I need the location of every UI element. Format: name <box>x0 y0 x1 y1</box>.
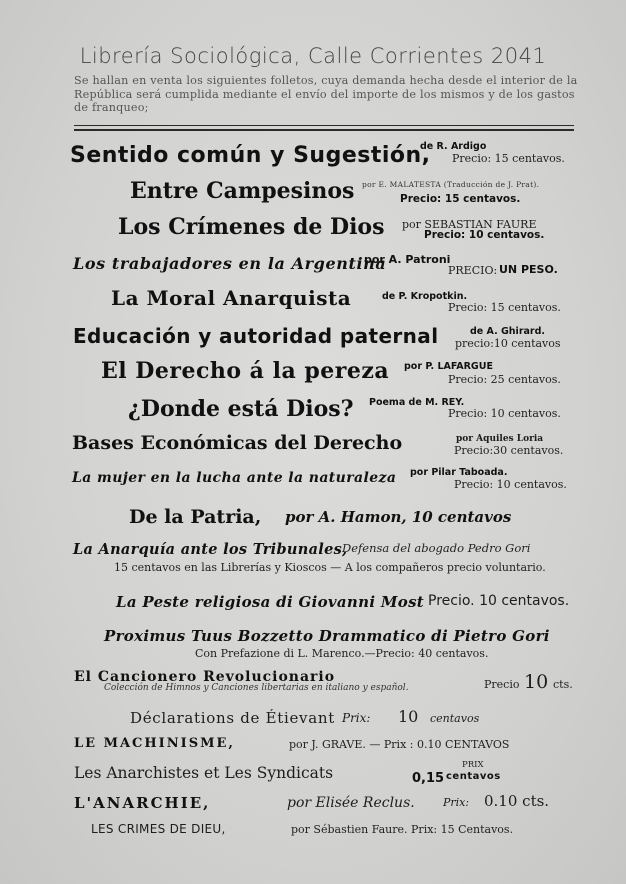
entry-title: L'ANARCHIE, <box>74 794 211 812</box>
entry-subtitle: Defensa del abogado Pedro Gori <box>342 541 531 555</box>
entry-title: Proximus Tuus Bozzetto Drammatico di Pietro Gori <box>104 627 550 645</box>
entry-price-label: Prix: <box>342 711 371 725</box>
entry-note: 15 centavos en las Librerías y Kioscos — A los compañeros precio voluntario. <box>114 561 546 574</box>
entry-price-value: 0,15 <box>412 771 445 786</box>
entry-price: Precio: 15 centavos. <box>448 301 561 314</box>
entry-title: Les Anarchistes et Les Syndicats <box>74 764 334 782</box>
entry-price-value: 0.10 cts. <box>484 792 550 810</box>
entry-author: de P. Kropotkin. <box>382 291 468 302</box>
entry-title: La mujer en la lucha ante la naturaleza <box>72 470 397 486</box>
entry-price: Precio: 10 centavos. <box>454 478 567 491</box>
entry-price: Precio: 15 centavos. <box>400 193 521 205</box>
entry-author: de R. Ardigo <box>420 141 487 152</box>
entry-title: Los trabajadores en la Argentina <box>73 254 387 273</box>
entry-details: por J. GRAVE. — Prix : 0.10 CENTAVOS <box>289 738 510 751</box>
entry-note: Con Prefazione di L. Marenco.—Precio: 40 centavos. <box>195 647 489 660</box>
entry-price-label: Precio <box>484 678 520 691</box>
entry-author: por E. MALATESTA (Traducción de J. Prat). <box>362 180 540 189</box>
entry-price: Precio: 25 centavos. <box>448 373 561 386</box>
entry-price-unit: cts. <box>553 678 573 691</box>
entry-price-label: PRECIO: <box>448 264 498 277</box>
entry-title: De la Patria, <box>129 506 262 528</box>
entry-details: por Sébastien Faure. Prix: 15 Centavos. <box>291 823 514 836</box>
entry-title: La Moral Anarquista <box>111 286 352 310</box>
entry-subtitle: Colección de Himnos y Canciones libertarias en italiano y español. <box>104 683 409 693</box>
entry-title: Los Crímenes de Dios <box>118 214 385 240</box>
entry-price: Precio: 15 centavos. <box>452 152 565 165</box>
entry-title: La Peste religiosa di Giovanni Most <box>116 593 425 611</box>
entry-author: por A. Patroni <box>364 253 451 266</box>
entry-title: LES CRIMES DE DIEU, <box>91 822 226 836</box>
entry-price-unit: centavos <box>446 771 501 782</box>
entry-title: Bases Económicas del Derecho <box>72 432 403 454</box>
entry-title: LE MACHINISME, <box>74 736 235 751</box>
divider <box>74 129 574 131</box>
entry-price: Precio:30 centavos. <box>454 444 564 457</box>
entry-title: Sentido común y Sugestión, <box>70 143 431 168</box>
entry-price-value: UN PESO. <box>499 263 558 276</box>
entry-author: por Aquiles Loria <box>456 434 544 444</box>
page-title: Librería Sociológica, Calle Corrientes 2041 <box>79 44 547 68</box>
divider <box>74 125 574 126</box>
entry-price: Precio. 10 centavos. <box>428 593 570 609</box>
entry-title: El Cancionero Revolucionario <box>74 669 336 685</box>
entry-author: de A. Ghirard. <box>470 326 546 337</box>
entry-price-value: 10 <box>524 671 549 693</box>
entry-title: El Derecho á la pereza <box>101 358 390 384</box>
entry-price-label: Prix: <box>443 796 470 809</box>
entry-price: precio:10 centavos <box>455 337 561 350</box>
entry-details: por A. Hamon, 10 centavos <box>285 508 512 526</box>
entry-title: Educación y autoridad paternal <box>73 324 439 348</box>
entry-title: Déclarations de Étievant <box>130 709 335 727</box>
entry-author: por P. LAFARGUE <box>404 361 493 372</box>
entry-title: ¿Donde está Dios? <box>128 396 354 422</box>
entry-price-unit: centavos <box>430 712 480 725</box>
entry-author: por Elisée Reclus. <box>287 795 415 811</box>
entry-title: Entre Campesinos <box>130 178 355 204</box>
entry-author: por Pilar Taboada. <box>410 467 508 478</box>
entry-price: Precio: 10 centavos. <box>424 229 545 241</box>
entry-price-value: 10 <box>398 707 419 726</box>
intro-text: Se hallan en venta los siguientes folletos, cuya demanda hecha desde el interior de la República será cumplida mediante el envío del importe de los mismos y de los gastos de franqueo; <box>74 74 578 114</box>
entry-author: Poema de M. REY. <box>369 397 465 408</box>
entry-price-label: PRIX <box>462 760 484 770</box>
entry-price: Precio: 10 centavos. <box>448 407 561 420</box>
entry-author: por SEBASTIAN FAURE <box>402 218 537 231</box>
entry-title: La Anarquía ante los Tribunales, <box>73 541 348 558</box>
